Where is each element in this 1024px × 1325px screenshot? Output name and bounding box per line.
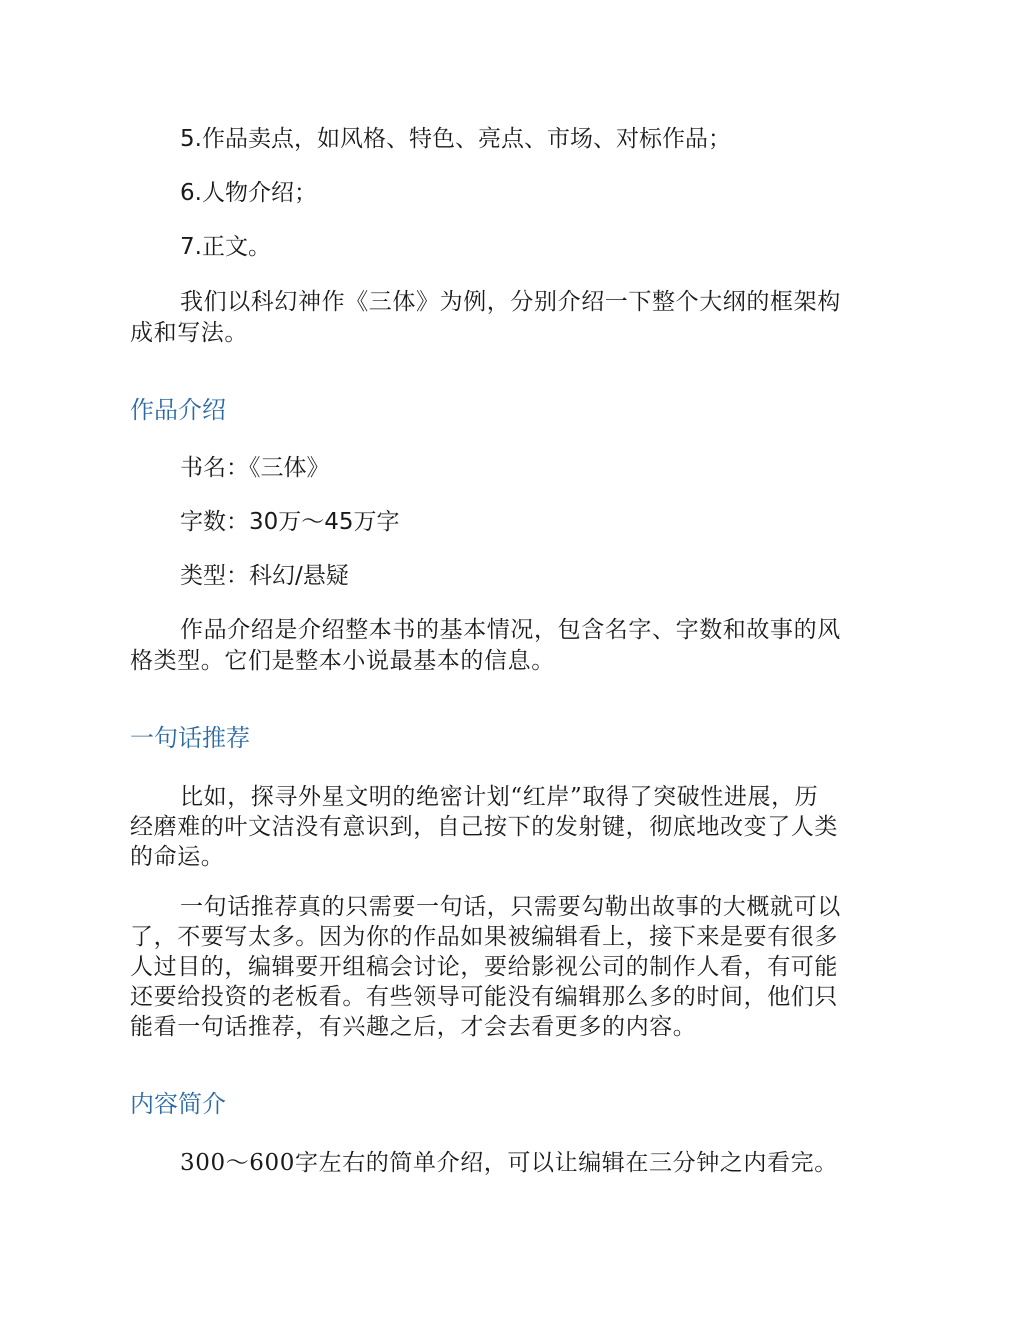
intro-paragraph-line-2: 成和写法。 — [130, 320, 248, 346]
example-line-2: 经磨难的叶文洁没有意识到，自己按下的发射键，彻底地改变了人类 — [130, 814, 838, 840]
list-item-6: 6.人物介绍； — [180, 180, 317, 206]
heading-work-intro: 作品介绍 — [130, 396, 226, 424]
intro-paragraph-line-1: 我们以科幻神作《三体》为例，分别介绍一下整个大纲的框架构 — [180, 289, 841, 315]
list-item-7: 7.正文。 — [180, 234, 271, 260]
work-intro-paragraph-line-1: 作品介绍是介绍整本书的基本情况，包含名字、字数和故事的风 — [180, 617, 841, 643]
one-line-paragraph-line-5: 能看一句话推荐，有兴趣之后，才会去看更多的内容。 — [130, 1014, 697, 1040]
book-name: 书名：《三体》 — [180, 455, 330, 481]
work-intro-paragraph-line-2: 格类型。它们是整本小说最基本的信息。 — [130, 648, 555, 674]
example-line-3: 的命运。 — [130, 844, 225, 870]
word-count: 字数：30万～45万字 — [180, 509, 400, 535]
one-line-paragraph-line-3: 人过目的，编辑要开组稿会讨论，要给影视公司的制作人看，有可能 — [130, 954, 838, 980]
one-line-paragraph-line-2: 了，不要写太多。因为你的作品如果被编辑看上，接下来是要有很多 — [130, 924, 838, 950]
one-line-paragraph-line-4: 还要给投资的老板看。有些领导可能没有编辑那么多的时间，他们只 — [130, 984, 838, 1010]
one-line-paragraph-line-1: 一句话推荐真的只需要一句话，只需要勾勒出故事的大概就可以 — [180, 894, 841, 920]
summary-paragraph-line-1: 300～600字左右的简单介绍，可以让编辑在三分钟之内看完。 — [180, 1150, 838, 1176]
list-item-5: 5.作品卖点，如风格、特色、亮点、市场、对标作品； — [180, 126, 731, 152]
example-line-1: 比如，探寻外星文明的绝密计划“红岸”取得了突破性进展，历 — [180, 784, 819, 810]
genre: 类型：科幻/悬疑 — [180, 563, 349, 589]
heading-one-line-recommendation: 一句话推荐 — [130, 724, 250, 752]
heading-content-summary: 内容简介 — [130, 1090, 226, 1118]
